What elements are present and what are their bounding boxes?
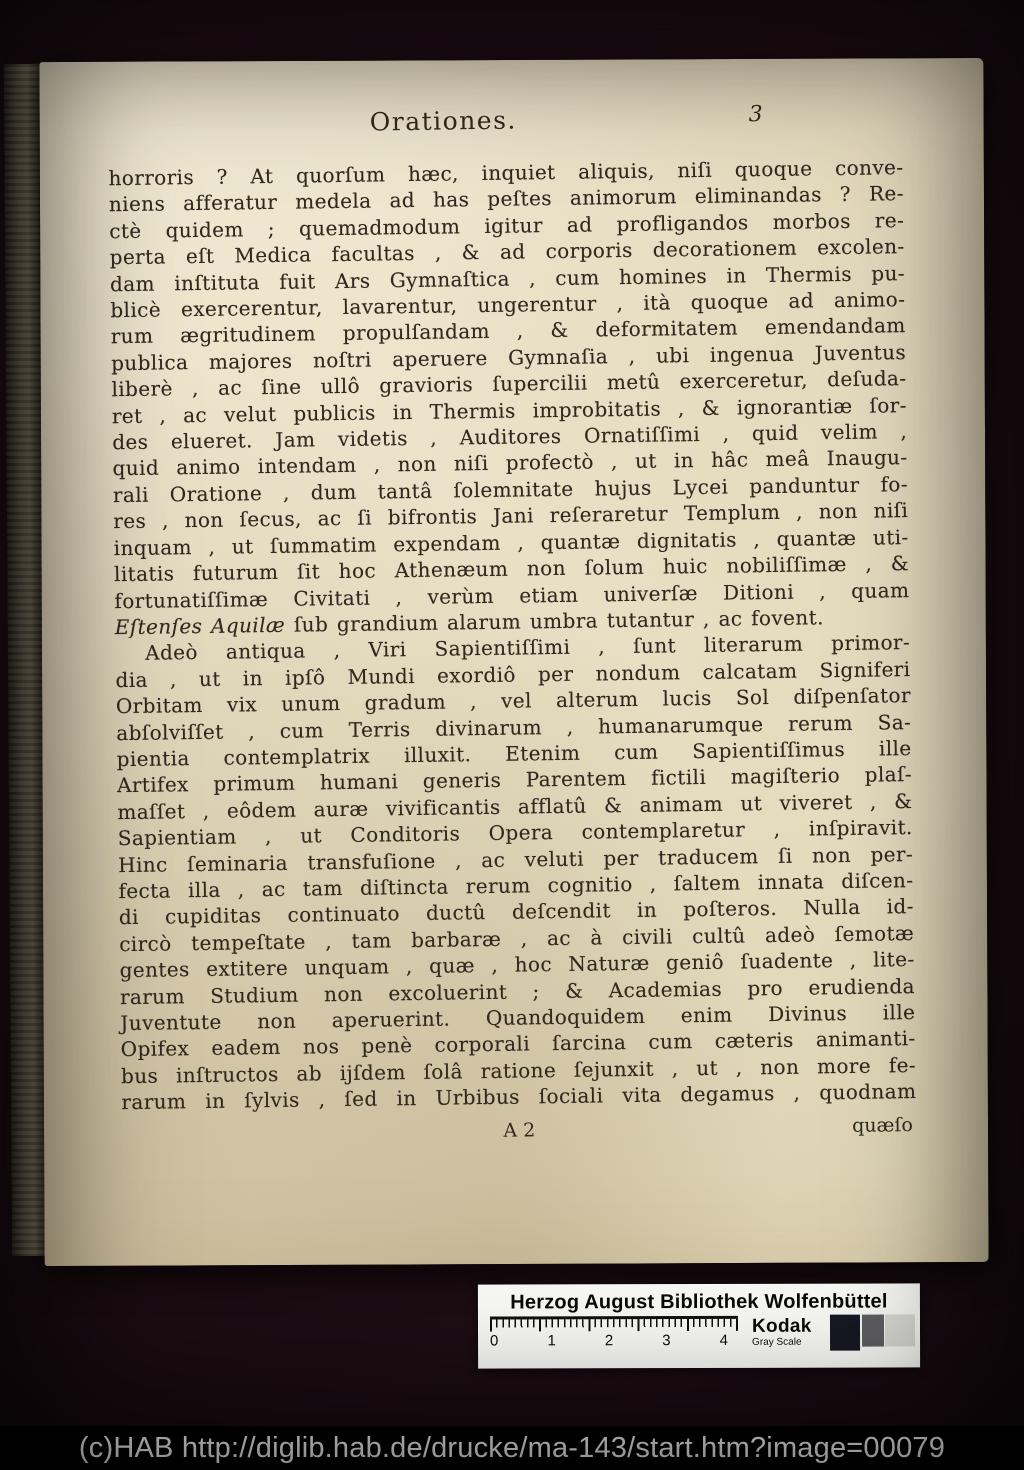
text-line: dam inſtituta fuit Ars Gymnaſtica , cum homines in Thermis pu- [109,260,906,296]
text-line: inquam , ut ſummatim expendam , quantæ dignitatis , quantæ uti- [113,524,909,560]
ruler-number: 1 [547,1332,556,1350]
text-line: Opifex eadem nos penè corporali ſarcina cum cæteris animanti- [120,1026,916,1062]
text-line: bus inſtructos ab ijſdem ſolâ ratione ſejunxit , ut , non more fe- [120,1052,917,1088]
kodak-block [752,1317,812,1348]
text-line: fortunatiſſimæ Civitati , verùm etiam univerſæ Ditioni , quam [114,577,910,613]
text-line: perta eſt Medica facultas , & ad corporis decorationem excolen- [109,234,905,270]
text-line: litatis futurum ſit hoc Athenæum non ſolum huic nobiliſſimæ , & [113,551,910,587]
image-credit-url: (c)HAB http://diglib.hab.de/drucke/ma-143/start.htm?image=00079 [78,1431,946,1464]
text-line: rali Oratione , dum tantâ ſolemnitate hujus Lycei panduntur fo- [112,471,909,508]
text-line: Eſtenſes Aquilæ ſub grandium alarum umbra tutantur , ac fovent. [114,605,824,640]
text-line: publica majores noſtri aperuere Gymnaſia , ubi ingenua Juventus [110,339,907,376]
text-line: rarum Studium non excoluerint ; & Academias pro erudienda [119,973,916,1009]
ruler-number: 0 [490,1332,499,1350]
running-header: Orationes. [369,105,518,137]
text-line: Sapientiam , ut Conditoris Opera contemplaretur , inſpiravit. [117,815,913,851]
text-line: Artifex primum humani generis Parentem fictili magiſterio plaſ- [116,762,913,798]
library-name: Herzog August Bibliothek Wolfenbüttel [510,1290,888,1314]
text-line: circò tempeſtate , tam barbaræ , ac à civili cultû adeò ſemotæ [119,920,915,956]
text-line: horroris ? At quorſum hæc, inquiet aliquis, niſi quoque conve- [108,155,904,191]
book-page [39,58,988,1266]
library-label [478,1283,920,1368]
text-line: res , non ſecus, ac ſi bifrontis Jani reſeraretur Templum , non niſi [113,498,909,534]
ruler-numbers [490,1332,728,1350]
gray-patch-light [885,1314,915,1346]
text-line: gentes extitere unquam , quæ , hoc Naturæ geniô ſuadente , lite- [119,947,915,983]
text-line: ret , ac velut publicis in Thermis improbitatis , & ignorantiæ ſor- [111,392,907,428]
text-line: dia , ut in ipſô Mundi exordiô per nondum calcatam Signiferi [115,656,911,692]
text-line: niens afferatur medela ad has peſtes animorum eliminandas ? Re- [108,181,904,217]
ruler-number: 4 [719,1331,729,1349]
gray-patch-mid [862,1315,884,1347]
signature-mark: A 2 [503,1118,536,1142]
page-number: 3 [748,102,763,128]
text-line: Orbitam vix unum gradum , vel alterum lucis Sol diſpenſator [115,683,912,719]
text-line: blicè exercerentur, lavarentur, ungerentur , ità quoque ad animo- [110,287,906,323]
text-line: rarum in ſylvis , ſed in Urbibus ſociali vita degamus , quodnam [121,1079,917,1115]
text-line: quid animo intendam , non niſi profectò , ut in hâc meâ Inaugu- [112,445,908,481]
catchword: quæſo [851,1113,913,1137]
page-footer [122,1114,917,1155]
text-line: ctè quidem ; quemadmodum igitur ad profligandos morbos re- [109,207,905,244]
text-line: di cupiditas continuato ductû deſcendit in poſteros. Nulla id- [118,894,914,930]
text-line: pientia contemplatrix illuxit. Etenim cum Sapientiſſimus ille [116,735,912,772]
text-line: des elueret. Jam videtis , Auditores Ornatiſſimi , quid velim , [112,419,908,455]
ruler-ticks [490,1316,738,1332]
text-line: Juventute non aperuerint. Quandoquidem enim Divinus ille [120,1000,916,1036]
ruler-number: 2 [604,1332,614,1350]
text-line: abſolviſſet , cum Terris divinarum , humanarumque rerum Sa- [116,709,912,745]
text-line: Adeò antiqua , Viri Sapientiſſimi , ſunt literarum primor- [145,630,911,666]
body-text [108,154,916,1116]
text-line: rum ægritudinem propulſandam , & deformitatem emendandam [110,313,906,349]
text-line: Hinc ſeminaria transfuſione , ac veluti per traducem ſi non per- [117,841,914,877]
gray-scale-label: Gray Scale [752,1336,802,1348]
ruler-number: 3 [662,1332,671,1350]
text-line: fecta illa , ac tam diſtincta rerum cognitio , ſaltem innata diſcen- [118,868,914,904]
ruler-scale [490,1316,738,1350]
page-header [108,100,904,153]
printed-area [108,100,917,1155]
caption-bar [0,1426,1024,1470]
text-line: maſſet , eôdem auræ vivificantis afflatû & animam ut viveret , & [117,788,913,824]
text-line: liberè , ac ſine ullô gravioris ſupercilii metû exerceretur, deſuda- [111,366,907,402]
gray-scale-patches [830,1314,915,1350]
kodak-brand: Kodak [751,1315,812,1337]
gray-patch-dark [830,1315,860,1351]
